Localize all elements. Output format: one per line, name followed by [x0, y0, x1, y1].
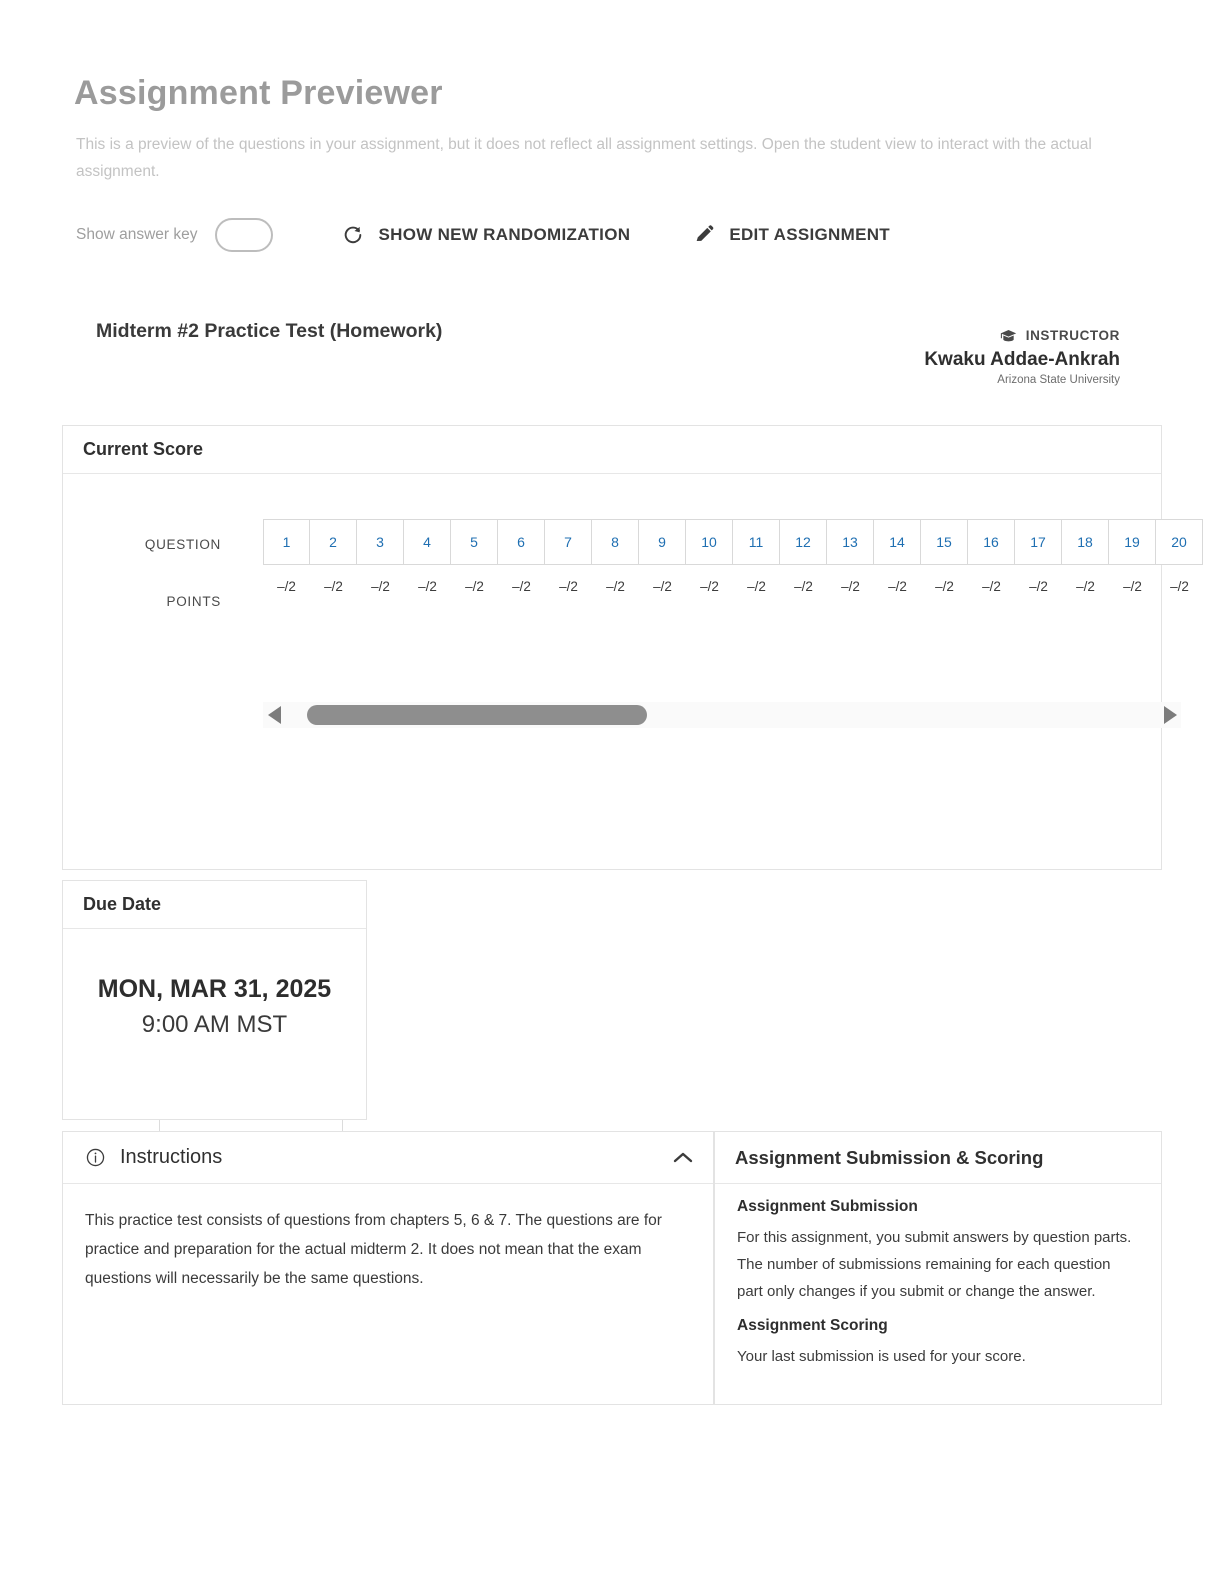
points-row-label: POINTS	[166, 594, 221, 609]
points-cell: –/2	[700, 579, 719, 594]
show-new-randomization-label: SHOW NEW RANDOMIZATION	[378, 225, 631, 244]
question-cells-viewport	[263, 519, 1187, 567]
points-cells-viewport	[263, 579, 1189, 611]
points-cell: –/2	[371, 579, 390, 594]
question-cell[interactable]: 17	[1015, 519, 1062, 565]
current-score-heading: Current Score	[83, 439, 204, 459]
current-score-card	[62, 425, 1189, 870]
points-cell: –/2	[606, 579, 625, 594]
question-cells-row	[263, 519, 1187, 565]
question-cell[interactable]: 9	[639, 519, 686, 565]
assignment-title: Midterm #2 Practice Test (Homework)	[96, 320, 443, 342]
instructions-body: This practice test consists of questions from chapters 5, 6 & 7. The questions are for practice and preparation for the actual midterm 2. It does not mean that the exam questions will necessarily be the same questions.	[85, 1212, 662, 1287]
points-cell: –/2	[653, 579, 672, 594]
info-circle-icon	[85, 1147, 106, 1168]
previewer-toolbar	[76, 214, 890, 256]
question-table-scrollbar[interactable]	[263, 702, 1181, 728]
due-date-body	[63, 929, 366, 1039]
question-cell[interactable]: 19	[1109, 519, 1156, 565]
question-cell[interactable]: 20	[1156, 519, 1203, 565]
question-row-label: QUESTION	[144, 537, 221, 552]
show-answer-key-toggle[interactable]	[215, 218, 273, 252]
page-subtitle: This is a preview of the questions in your assignment, but it does not reflect all assignment settings. Open the student view to interact with the actual assignment.	[76, 136, 1092, 180]
edit-assignment-label: EDIT ASSIGNMENT	[729, 225, 890, 244]
points-cell: –/2	[794, 579, 813, 594]
pencil-icon	[692, 223, 716, 247]
points-cell: –/2	[465, 579, 484, 594]
question-cell[interactable]: 8	[592, 519, 639, 565]
submission-section-text: Your last submission is used for your score.	[737, 1348, 1026, 1365]
show-new-randomization-button[interactable]	[341, 223, 630, 247]
graduation-cap-icon	[1000, 329, 1017, 343]
submission-scoring-heading: Assignment Submission & Scoring	[735, 1146, 1044, 1168]
triangle-left-icon	[268, 706, 281, 724]
question-cell[interactable]: 1	[263, 519, 310, 565]
points-cell: –/2	[747, 579, 766, 594]
question-cell[interactable]: 10	[686, 519, 733, 565]
due-date-card	[62, 880, 367, 1120]
page-title: Assignment Previewer	[74, 74, 443, 112]
question-cell[interactable]: 13	[827, 519, 874, 565]
submission-section-title: Assignment Scoring	[737, 1317, 888, 1334]
question-cell[interactable]: 12	[780, 519, 827, 565]
refresh-icon	[341, 223, 365, 247]
points-cell: –/2	[1123, 579, 1142, 594]
points-cell: –/2	[1170, 579, 1189, 594]
points-cell: –/2	[559, 579, 578, 594]
points-cell: –/2	[935, 579, 954, 594]
submission-scoring-body	[715, 1184, 1161, 1370]
due-time-value: 9:00 AM MST	[141, 1011, 288, 1038]
triangle-right-icon	[1164, 706, 1177, 724]
edit-assignment-button[interactable]	[692, 223, 890, 247]
instructions-header[interactable]	[63, 1132, 713, 1184]
points-cell: –/2	[277, 579, 296, 594]
instructor-role-row	[924, 328, 1120, 343]
current-score-header	[63, 426, 1161, 474]
instructor-name: Kwaku Addae-Ankrah	[924, 349, 1120, 370]
points-cell: –/2	[1029, 579, 1048, 594]
points-cell: –/2	[888, 579, 907, 594]
points-cells-row	[263, 579, 1189, 594]
submission-section-title: Assignment Submission	[737, 1198, 918, 1215]
submission-scoring-header	[715, 1132, 1161, 1184]
instructions-card	[62, 1131, 714, 1405]
points-cell: –/2	[1076, 579, 1095, 594]
question-cell[interactable]: 15	[921, 519, 968, 565]
points-cell: –/2	[418, 579, 437, 594]
question-cell[interactable]: 18	[1062, 519, 1109, 565]
instructor-role-label: INSTRUCTOR	[1025, 328, 1120, 343]
question-cell[interactable]: 4	[404, 519, 451, 565]
question-cell[interactable]: 14	[874, 519, 921, 565]
instructor-block	[924, 328, 1120, 386]
instructor-institution: Arizona State University	[997, 374, 1120, 386]
points-cell: –/2	[512, 579, 531, 594]
due-date-value: MON, MAR 31, 2025	[97, 975, 332, 1003]
question-cell[interactable]: 3	[357, 519, 404, 565]
question-cell[interactable]: 11	[733, 519, 780, 565]
instructions-header-left	[85, 1146, 222, 1169]
points-cell: –/2	[324, 579, 343, 594]
due-date-header	[63, 881, 366, 929]
question-cell[interactable]: 7	[545, 519, 592, 565]
question-cell[interactable]: 5	[451, 519, 498, 565]
submission-section-text: For this assignment, you submit answers by question parts. The number of submissions remaining for each question part only changes if you submit or change the answer.	[737, 1229, 1132, 1300]
question-cell[interactable]: 16	[968, 519, 1015, 565]
question-cell[interactable]: 6	[498, 519, 545, 565]
scroll-right-button[interactable]	[1159, 702, 1181, 728]
due-date-heading: Due Date	[83, 894, 162, 914]
scroll-left-button[interactable]	[263, 702, 285, 728]
scrollbar-thumb[interactable]	[307, 705, 647, 725]
points-cell: –/2	[982, 579, 1001, 594]
scrollbar-track[interactable]	[285, 702, 1159, 728]
submission-scoring-card	[714, 1131, 1162, 1405]
show-answer-key-label: Show answer key	[76, 226, 198, 243]
points-cell: –/2	[841, 579, 860, 594]
instructions-heading: Instructions	[120, 1146, 223, 1168]
chevron-up-icon[interactable]	[671, 1150, 695, 1166]
question-cell[interactable]: 2	[310, 519, 357, 565]
